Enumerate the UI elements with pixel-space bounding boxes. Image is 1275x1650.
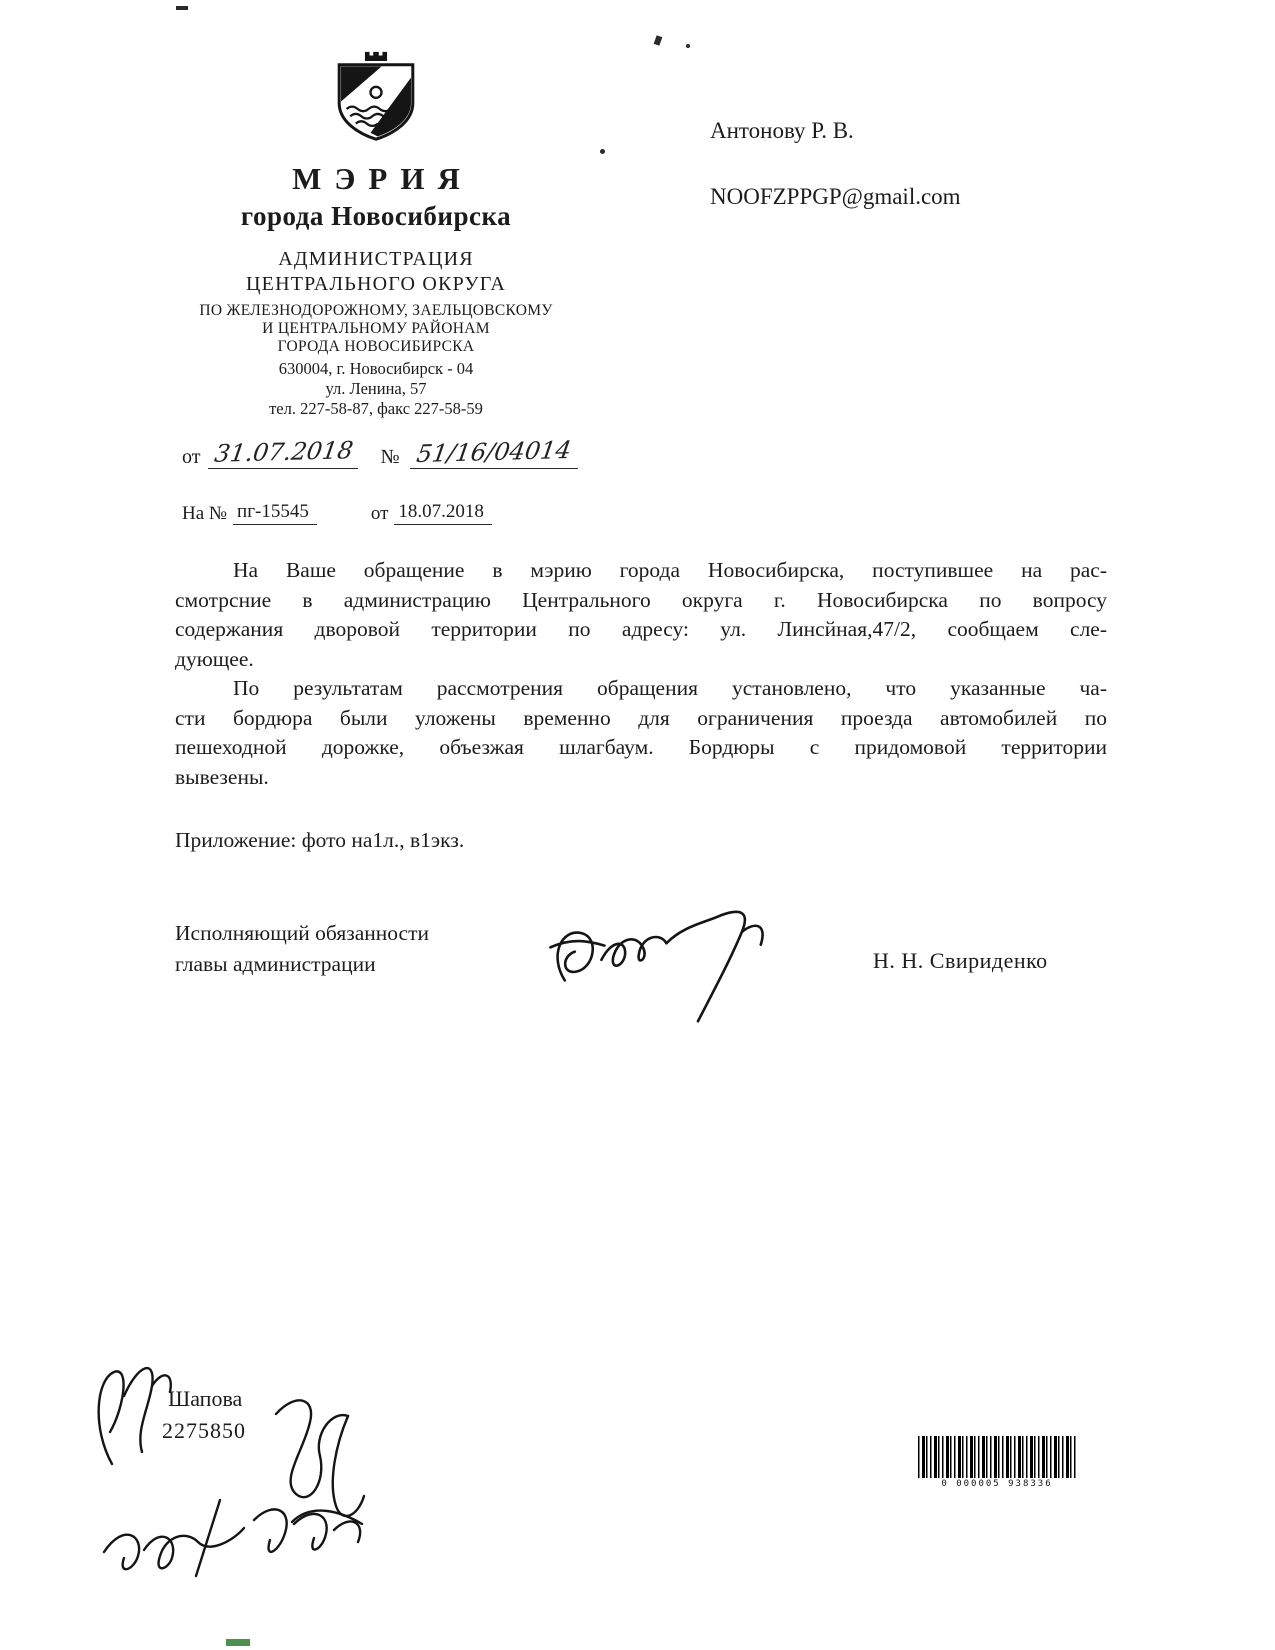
outgoing-reference-row	[182, 435, 742, 469]
letter-body	[175, 556, 1107, 792]
body-line: содержания дворовой территории по адресу: ул. Линсйная,47/2, сообщаем сле-	[175, 617, 1107, 641]
scan-artifact	[176, 6, 188, 10]
number-sign-label: №	[380, 446, 400, 468]
signer-position-line1: Исполняющий обязанности	[175, 921, 429, 945]
reply-to-label: На №	[182, 503, 228, 524]
footer-scribble	[92, 1478, 387, 1593]
letterhead	[158, 50, 594, 419]
body-line: На Ваше обращение в мэрию города Новосибирска, поступившее на рас-	[233, 558, 1107, 582]
signer-name: Н. Н. Свириденко	[873, 948, 1048, 973]
signature-scribble	[540, 888, 830, 1043]
attachment-line: Приложение: фото на1л., в1экз.	[175, 828, 465, 852]
outgoing-number-blank	[410, 435, 578, 469]
body-line: вывезены.	[175, 764, 269, 789]
body-line: пешеходной дорожке, объезжая шлагбаум. Бордюры с придомовой территории	[175, 735, 1107, 759]
barcode-number: 0 000005 938336	[941, 1479, 1053, 1489]
body-line: сти бордюра были уложены временно для ограничения проезда автомобилей по	[175, 705, 1107, 730]
dept-line: ЦЕНТРАЛЬНОГО ОКРУГА	[246, 273, 506, 295]
signer-position-line2: главы администрации	[175, 952, 376, 976]
incoming-reference-row	[182, 501, 742, 525]
scan-artifact	[600, 149, 605, 154]
incoming-number: пг-15545	[233, 501, 317, 525]
executor-phone: 2275850	[162, 1418, 246, 1443]
org-address-line: 630004, г. Новосибирск - 04	[278, 359, 474, 378]
body-line: дующее.	[175, 646, 254, 671]
barcode-block	[918, 1436, 1076, 1489]
org-phone-line: тел. 227-58-87, факс 227-58-59	[269, 399, 483, 418]
scan-artifact	[686, 44, 690, 48]
barcode	[918, 1436, 1076, 1478]
scan-artifact	[654, 35, 663, 46]
executor-name: Шапова	[168, 1386, 243, 1411]
org-address-line: ул. Ленина, 57	[325, 379, 427, 398]
dept-line: И ЦЕНТРАЛЬНОМУ РАЙОНАМ	[262, 320, 490, 337]
dept-line: ПО ЖЕЛЕЗНОДОРОЖНОМУ, ЗАЕЛЬЦОВСКОМУ	[199, 302, 553, 319]
dept-line: АДМИНИСТРАЦИЯ	[278, 248, 474, 270]
body-line: По результатам рассмотрения обращения установлено, что указанные ча-	[233, 676, 1107, 700]
novosibirsk-coat-of-arms-icon	[328, 50, 424, 142]
handwritten-number: 51/16/04014	[414, 435, 573, 469]
dept-line: ГОРОДА НОВОСИБИРСКА	[277, 338, 475, 355]
scan-artifact	[226, 1639, 250, 1646]
recipient-email: NOOFZPPGP@gmail.com	[710, 184, 961, 209]
org-title: МЭРИЯ	[292, 161, 473, 196]
outgoing-date-blank	[208, 438, 358, 469]
recipient-block	[710, 118, 961, 210]
from-label: от	[182, 446, 201, 468]
reference-block	[182, 435, 742, 525]
org-subtitle: города Новосибирска	[240, 201, 512, 231]
handwritten-date: 31.07.2018	[212, 436, 355, 468]
recipient-name: Антонову Р. В.	[710, 118, 854, 143]
incoming-from-label: от	[370, 503, 389, 524]
body-line: смотрсние в администрацию Центрального округа г. Новосибирска по вопросу	[175, 587, 1107, 612]
incoming-date: 18.07.2018	[394, 501, 492, 525]
signer-position	[175, 918, 429, 980]
